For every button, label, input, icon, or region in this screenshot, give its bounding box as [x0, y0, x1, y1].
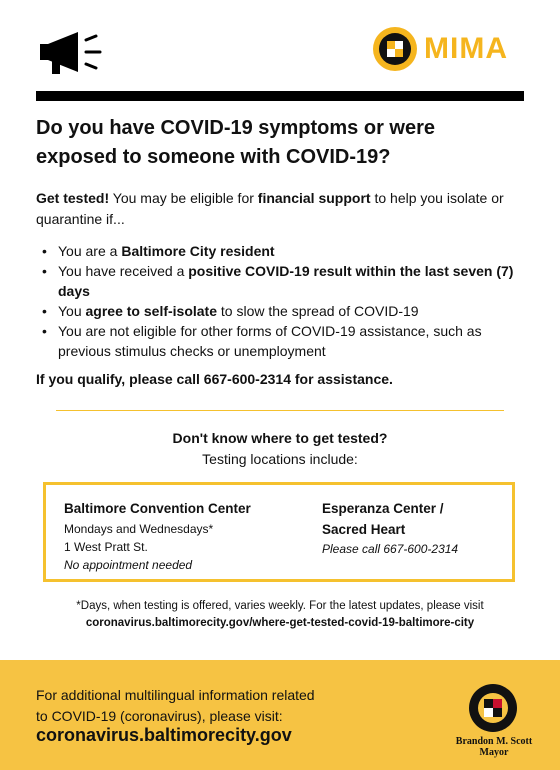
location-note: Please call 667-600-2314	[322, 542, 459, 556]
bullet-icon: •	[42, 303, 47, 319]
list-item: • You have received a positive COVID-19 result within the last seven (7) days	[42, 263, 514, 299]
megaphone-icon	[38, 30, 106, 80]
intro-lead: Get tested!	[36, 190, 110, 206]
baltimore-city-seal-icon	[468, 683, 518, 733]
location-days: Mondays and Wednesdays*	[64, 522, 214, 536]
location-name-line1: Esperanza Center /	[322, 501, 444, 516]
footnote	[0, 598, 560, 632]
location-note: No appointment needed	[64, 558, 193, 572]
logo-text: MIMA	[424, 32, 508, 65]
footer-line2: to COVID-19 (coronavirus), please visit:	[36, 708, 283, 724]
bullet-icon: •	[42, 263, 47, 279]
footnote-text: *Days, when testing is offered, varies weekly. For the latest updates, please visit	[76, 600, 484, 612]
footnote-link[interactable]: coronavirus.baltimorecity.gov/where-get-tested-covid-19-baltimore-city	[85, 617, 475, 629]
mima-seal-icon	[372, 26, 418, 72]
location-name: Baltimore Convention Center	[64, 501, 251, 516]
mima-logo	[372, 26, 508, 72]
footer-text	[36, 685, 436, 727]
list-item: • You agree to self-isolate to slow the spread of COVID-19	[42, 303, 419, 319]
location-address: 1 West Pratt St.	[64, 540, 148, 554]
footer-link[interactable]: coronavirus.baltimorecity.gov	[36, 725, 292, 745]
intro-bold-a: financial support	[257, 190, 371, 206]
testing-subheading: Testing locations include:	[202, 451, 358, 467]
location-convention-center	[64, 500, 304, 574]
page-title: Do you have COVID-19 symptoms or were exposed to someone with COVID-19?	[36, 117, 436, 168]
intro-text-a: You may be eligible for	[109, 190, 258, 206]
location-name-line2: Sacred Heart	[322, 522, 406, 537]
list-item: • You are a Baltimore City resident	[42, 243, 275, 259]
section-divider	[56, 410, 504, 411]
bullet-icon: •	[42, 323, 47, 339]
eligibility-list	[36, 241, 522, 361]
list-item: • You are not eligible for other forms of COVID-19 assistance, such as previous stimulus checks or unemployment	[42, 323, 482, 359]
qualify-callout: If you qualify, please call 667-600-2314 for assistance.	[36, 371, 393, 387]
testing-question: Don't know where to get tested?	[172, 430, 388, 446]
footer-line1: For additional multilingual information related	[36, 687, 315, 703]
mayor-title: Mayor	[479, 747, 509, 758]
bullet-icon: •	[42, 243, 47, 259]
intro-text-b: to help you isolate or quarantine if...	[36, 190, 504, 227]
location-esperanza-center	[322, 498, 512, 558]
header-divider	[36, 91, 524, 101]
mayor-name: Brandon M. Scott	[455, 736, 533, 747]
intro-paragraph	[36, 188, 522, 230]
testing-heading	[0, 428, 560, 470]
mayor-signature	[448, 736, 540, 758]
